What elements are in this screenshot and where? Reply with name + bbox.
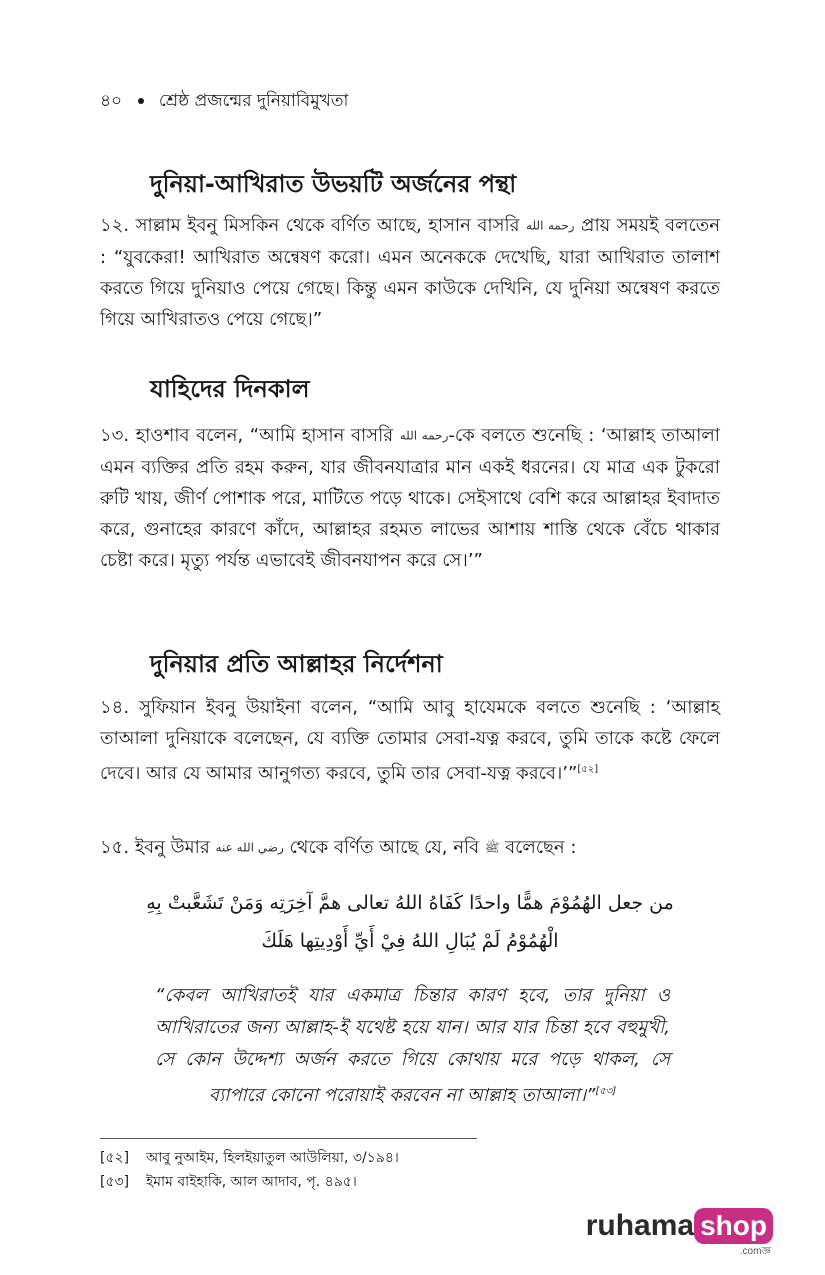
footnote-number: [৫৩] [100,1174,130,1190]
translation-text: “কেবল আখিরাতই যার একমাত্র চিন্তার কারণ হবে, তার দুনিয়া ও আখিরাতের জন্য আল্লাহ-ই যথেষ্ট হয়ে যান। আর যার চিন্তা হবে বহুমুখী, সে কোন উদ্দেশ্য অর্জন করতে গিয়ে কোথায় মরে পড়ে থাকল, সে ব্যাপারে কোনো পরোয়াই করবেন না আল্লাহ তাআলা।” [155,985,670,1106]
paragraph-text: বলেছেন : [499,837,577,858]
footnote-divider [100,1138,477,1139]
logo-brand: ruhama [585,1209,695,1242]
paragraph-12 [100,210,720,335]
section-heading-2: যাহিদের দিনকাল [150,375,310,403]
paragraph-13 [100,420,720,576]
section-heading-1: দুনিয়া-আখিরাত উভয়টি অর্জনের পন্থা [150,170,517,198]
book-title: শ্রেষ্ঠ প্রজন্মের দুনিয়াবিমুখতা [158,91,349,111]
arabic-line-1: من جعل الهُمُوْمَ همًّا واحدًا كَفَاهُ اللهُ تعالى همَّ آخِرَتِه وَمَنْ تَشَعَّبتْ بِهِ [146,892,674,914]
paragraph-text: সাল্লাম ইবনু মিসকিন থেকে বর্ণিত আছে, হাসান বাসরি [129,215,527,236]
running-header [100,88,349,116]
logo-shop-badge: shop [694,1208,773,1244]
paragraph-14 [100,692,720,789]
footnote-text: আবু নুআইম, হিলইয়াতুল আউলিয়া, ৩/১৯৪। [146,1150,399,1166]
footnote-number: [৫২] [100,1150,130,1166]
paragraph-number: ১৩. [100,425,130,446]
footnote-text: ইমাম বাইহাকি, আল আদাব, পৃ. ৪৯৫। [146,1174,357,1190]
bullet-separator [138,98,144,104]
paragraph-text: ইবনু উমার [129,837,216,858]
footnote-ref[interactable]: [৫৩] [595,1086,617,1097]
logo-domain: .comজ্ঞ [739,1246,771,1257]
honorific-glyph: رضي الله عنه [215,840,284,855]
paragraph-text: প্রায় সময়ই বলতেন : “যুবকেরা! আখিরাত অন্বেষণ করো। এমন অনেককে দেখেছি, যারা আখিরাত তালাশ করতে গিয়ে দুনিয়াও পেয়ে গেছে। কিন্তু এমন কাউকে দেখিনি, যে দুনিয়া অন্বেষণ করতে গিয়ে আখিরাতও পেয়ে গেছে।” [100,215,720,330]
honorific-glyph: رحمه الله [399,428,449,443]
paragraph-text: সুফিয়ান ইবনু উয়াইনা বলেন, “আমি আবু হাযেমকে বলতে শুনেছি : ‘আল্লাহ তাআলা দুনিয়াকে বলেছেন, যে ব্যক্তি তোমার সেবা-যত্ন করবে, তুমি তাকে কষ্টে ফেলে দেবে। আর যে আমার আনুগত্য করবে, তুমি তার সেবা-যত্ন করবে।’” [100,697,720,784]
footnote-53 [100,1170,357,1194]
hadith-translation [155,980,670,1112]
honorific-glyph: ﷺ [484,840,500,855]
footnote-ref[interactable]: [৫২] [577,764,599,775]
page-number: ৪০ [100,91,123,111]
paragraph-number: ১২. [100,215,130,236]
paragraph-15 [100,832,720,864]
arabic-hadith [100,884,720,960]
ruhamashop-logo [585,1208,773,1257]
paragraph-text: -কে বলতে শুনেছি : ‘আল্লাহ তাআলা এমন ব্যক্তির প্রতি রহম করুন, যার জীবনযাত্রার মান একই ধরনের। যে মাত্র এক টুকরো রুটি খায়, জীর্ণ পোশাক পরে, মাটিতে পড়ে থাকে। সেইসাথে বেশি করে আল্লাহর ইবাদাত করে, গুনাহের কারণে কাঁদে, আল্লাহর রহমত লাভের আশায় শাস্তি থেকে বেঁচে থাকার চেষ্টা করে। মৃত্যু পর্যন্ত এভাবেই জীবনযাপন করে সে।’” [100,425,720,571]
paragraph-number: ১৪. [100,697,130,718]
paragraph-text: থেকে বর্ণিত আছে যে, নবি [283,837,485,858]
paragraph-text: হাওশাব বলেন, “আমি হাসান বাসরি [129,425,400,446]
footnote-52 [100,1146,399,1170]
arabic-line-2: الْهُمُوْمُ لَمْ يُبَالِ اللهُ فِيْ أَيِّ أَوْدِيتِها هَلَكَ [261,930,559,952]
paragraph-number: ১৫. [100,837,130,858]
section-heading-3: দুনিয়ার প্রতি আল্লাহর নির্দেশনা [150,650,443,678]
honorific-glyph: رحمه الله [526,218,575,233]
